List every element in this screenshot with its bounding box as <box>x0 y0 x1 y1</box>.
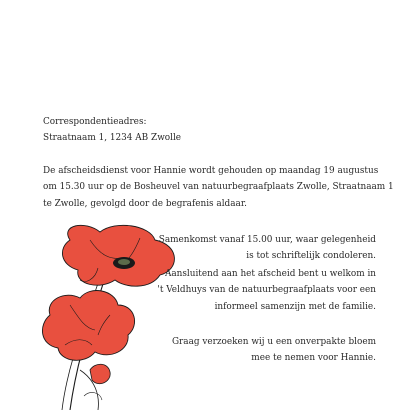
poppy-bud <box>84 364 110 400</box>
gathering-line-1: Samenkomst vanaf 15.00 uur, waar gelegenheid <box>158 235 376 245</box>
correspondence-label: Correspondentieadres: <box>43 117 147 127</box>
correspondence-street: Straatnaam 1, 1234 AB Zwolle <box>43 133 182 144</box>
service-line-3: te Zwolle, gevolgd door de begrafenis aldaar. <box>43 198 247 209</box>
flowers-request-paragraph <box>146 334 376 367</box>
reception-paragraph <box>146 266 376 315</box>
gathering-paragraph <box>146 232 376 265</box>
poppy-flower-bottom <box>42 291 134 361</box>
gathering-line-2: is tot schriftelijk condoleren. <box>246 251 376 262</box>
service-announcement <box>43 163 394 212</box>
reception-line-2: 't Veldhuys van de natuurbegraafplaats voor een <box>157 285 376 296</box>
service-line-2: om 15.30 uur op de Bosheuvel van natuurbegraafplaats Zwolle, Straatnaam 1 <box>43 182 394 193</box>
flowers-request-line-1: Graag verzoeken wij u een onverpakte bloem <box>171 337 376 347</box>
correspondence-address <box>43 114 373 147</box>
reception-line-1: Aansluitend aan het afscheid bent u welkom in <box>164 269 376 279</box>
service-line-1: De afscheidsdienst voor Hannie wordt gehouden op maandag 19 augustus <box>43 166 379 176</box>
reception-line-3: informeel samenzijn met de familie. <box>214 301 376 312</box>
flowers-request-line-2: mee te nemen voor Hannie. <box>251 353 376 364</box>
